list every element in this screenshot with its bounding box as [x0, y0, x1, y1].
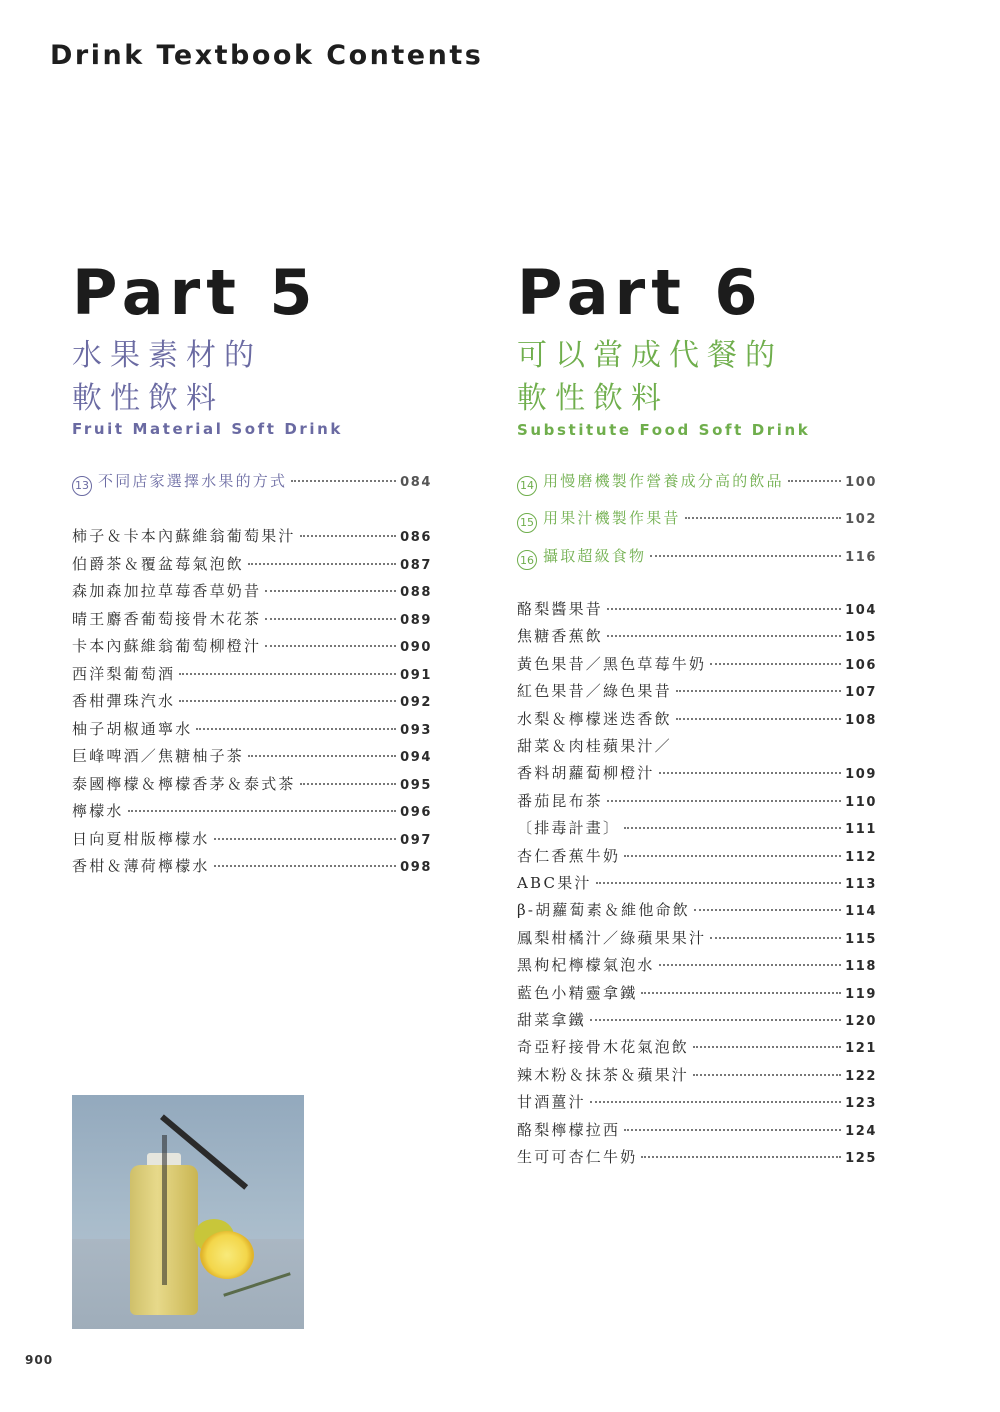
toc-page-number: 104: [845, 603, 877, 618]
toc-entry-row: [72, 745, 432, 772]
leader-dots: [590, 1019, 841, 1021]
toc-page-number: 113: [845, 877, 877, 892]
toc-page-number: 116: [845, 549, 877, 565]
section-number-badge: 14: [517, 476, 537, 496]
page-number: 006: [24, 1352, 53, 1366]
toc-entry-label: 酪梨醬果昔: [517, 600, 604, 618]
toc-entry-label: 黃色果昔／黑色草莓牛奶: [517, 654, 707, 673]
toc-entry-label: 甜菜拿鐵: [517, 1011, 586, 1029]
toc-page-number: 122: [845, 1068, 877, 1084]
toc-entry-row: [517, 1091, 877, 1118]
leader-dots: [659, 964, 841, 966]
toc-page-number: 119: [845, 986, 877, 1002]
toc-entry-label: 卡本內蘇維翁葡萄柳橙汁: [72, 637, 262, 655]
toc-entry-label: 泰國檸檬＆檸檬香茅＆泰式茶: [72, 774, 296, 793]
toc-entry-label: 巨峰啤酒／焦糖柚子茶: [72, 747, 245, 765]
toc-entry-label: 鳳梨柑橘汁／綠蘋果果汁: [517, 928, 707, 947]
toc-page-number: 098: [400, 860, 432, 875]
leader-dots: [300, 535, 396, 537]
leader-dots: [693, 1046, 841, 1048]
toc-page-number: 107: [845, 685, 877, 701]
leader-dots: [693, 1074, 841, 1076]
toc-page-number: 102: [845, 512, 877, 528]
part6-en-subtitle: Substitute Food Soft Drink: [517, 421, 811, 439]
toc-entry-label: 紅色果昔／綠色果昔: [517, 682, 672, 701]
part5-zh-title-line1: 水果素材的: [72, 338, 262, 373]
toc-entry-row: [517, 598, 877, 625]
toc-entry-row: [517, 1146, 877, 1173]
toc-page-number: 124: [845, 1123, 877, 1139]
toc-entry-label: 辣木粉＆抹茶＆蘋果汁: [517, 1065, 690, 1084]
leader-dots: [685, 517, 841, 519]
toc-page-number: 112: [845, 849, 877, 865]
leader-dots: [128, 810, 396, 812]
leader-dots: [624, 827, 841, 829]
toc-entry-row: [72, 800, 432, 827]
toc-entry-row: [72, 635, 432, 662]
toc-entry-label: 焦糖香蕉飲: [517, 627, 604, 646]
toc-entry-row: [72, 525, 432, 552]
part6-zh-title-line2: 軟性飲料: [517, 381, 669, 416]
leader-dots: [300, 783, 396, 785]
toc-entry-label: 用果汁機製作果昔: [543, 509, 681, 528]
toc-page-number: 097: [400, 832, 432, 848]
leader-dots: [196, 728, 396, 730]
toc-section-row: [517, 470, 877, 497]
part5-en-subtitle: Fruit Material Soft Drink: [72, 420, 343, 438]
toc-page-number: 084: [400, 475, 432, 490]
leader-dots: [607, 635, 841, 637]
toc-page-number: 125: [845, 1151, 877, 1166]
toc-section-row: [517, 507, 877, 534]
toc-page-number: 121: [845, 1041, 877, 1057]
leader-dots: [248, 755, 396, 757]
toc-entry-row: [517, 762, 877, 789]
toc-entry-label: 香柑＆薄荷檸檬水: [72, 857, 210, 875]
part5-zh-title-line2: 軟性飲料: [72, 381, 224, 416]
leader-dots: [710, 937, 841, 939]
drink-photo: [72, 1095, 304, 1329]
toc-entry-row: [72, 663, 432, 690]
toc-entry-row: [72, 718, 432, 745]
toc-entry-label: 攝取超級食物: [543, 546, 647, 565]
toc-entry-row: [517, 653, 877, 680]
toc-entry-label: 西洋梨葡萄酒: [72, 664, 176, 683]
toc-entry-row: [517, 1064, 877, 1091]
part6-title: Part 6: [517, 256, 764, 329]
toc-entry-label: 番茄昆布茶: [517, 791, 604, 810]
toc-entry-row: [72, 608, 432, 635]
toc-entry-label: 水梨＆檸檬迷迭香飲: [517, 709, 672, 728]
toc-entry-row: [72, 828, 432, 855]
leader-dots: [265, 590, 396, 592]
toc-page-number: 120: [845, 1014, 877, 1029]
section-number-badge: 16: [517, 550, 537, 570]
toc-entry-row: [517, 899, 877, 926]
toc-entry-row: [517, 872, 877, 899]
toc-entry-row: [517, 1009, 877, 1036]
toc-entry-label: 生可可杏仁牛奶: [517, 1148, 638, 1166]
leader-dots: [265, 645, 396, 647]
toc-page-number: 108: [845, 712, 877, 728]
toc-entry-label: ABC果汁: [517, 874, 592, 892]
toc-page-number: 106: [845, 657, 877, 673]
toc-page-number: 123: [845, 1096, 877, 1112]
toc-page-number: 086: [400, 530, 432, 545]
toc-entry-row: [72, 580, 432, 607]
leader-dots: [291, 480, 396, 482]
toc-page-number: 095: [400, 777, 432, 793]
toc-entry-row: [517, 625, 877, 652]
leader-dots: [788, 480, 841, 482]
section-number-badge: 13: [72, 476, 92, 496]
toc-entry-label: 杏仁香蕉牛奶: [517, 846, 621, 865]
toc-entry-row: [517, 817, 877, 844]
toc-page-number: 115: [845, 931, 877, 947]
toc-page-number: 100: [845, 475, 877, 490]
toc-page-number: 088: [400, 585, 432, 600]
toc-entry-row: [517, 927, 877, 954]
toc-page-number: 089: [400, 612, 432, 628]
toc-page-number: 092: [400, 695, 432, 710]
leader-dots: [676, 690, 841, 692]
leader-dots: [607, 608, 841, 610]
toc-entry-label: 香柑彈珠汽水: [72, 692, 176, 710]
toc-entry-row: [72, 773, 432, 800]
leader-dots: [694, 909, 841, 911]
leader-dots: [214, 838, 396, 840]
toc-entry-label: 晴王麝香葡萄接骨木花茶: [72, 609, 262, 628]
part6-zh-title-line1: 可以當成代餐的: [517, 338, 783, 373]
toc-entry-label: 柿子＆卡本內蘇維翁葡萄果汁: [72, 527, 296, 545]
toc-entry-row: [517, 1036, 877, 1063]
leader-dots: [607, 800, 841, 802]
toc-page-number: 087: [400, 557, 432, 573]
leader-dots: [596, 882, 841, 884]
toc-entry-row: [517, 1119, 877, 1146]
toc-entry-row: [517, 954, 877, 981]
toc-entry-label: 日向夏柑版檸檬水: [72, 829, 210, 848]
toc-page-number: 109: [845, 767, 877, 783]
header-title: Drink Textbook Contents: [50, 40, 484, 71]
leader-dots: [710, 663, 841, 665]
leader-dots: [676, 718, 841, 720]
toc-entry-label: β-胡蘿蔔素＆維他命飲: [517, 901, 690, 920]
toc-entry-label: 森加森加拉草莓香草奶昔: [72, 582, 262, 600]
toc-entry-label: 黑枸杞檸檬氣泡水: [517, 956, 655, 975]
leader-dots: [265, 618, 396, 620]
leader-dots: [641, 1156, 841, 1158]
toc-entry-row: [72, 553, 432, 580]
toc-page-number: 118: [845, 959, 877, 975]
toc-entry-label: 甜菜＆肉桂蘋果汁／: [517, 737, 672, 755]
leader-dots: [650, 555, 841, 557]
leader-dots: [624, 855, 841, 857]
toc-page-number: 091: [400, 667, 432, 683]
leader-dots: [179, 700, 396, 702]
toc-entry-row: [72, 690, 432, 717]
toc-page-number: 090: [400, 640, 432, 655]
toc-page-number: 114: [845, 904, 877, 920]
leader-dots: [624, 1129, 841, 1131]
toc-entry-label: 奇亞籽接骨木花氣泡飲: [517, 1038, 690, 1057]
toc-page-number: 094: [400, 750, 432, 765]
toc-entry-row: [517, 735, 877, 762]
toc-section-row: [72, 470, 432, 497]
toc-entry-label: 〔排毒計畫〕: [517, 819, 621, 838]
toc-entry-row: [72, 855, 432, 882]
section-number-badge: 15: [517, 513, 537, 533]
toc-entry-label: 柚子胡椒通寧水: [72, 719, 193, 738]
part5-title: Part 5: [72, 256, 319, 329]
toc-entry-label: 用慢磨機製作營養成分高的飲品: [543, 472, 784, 490]
toc-page-number: 093: [400, 722, 432, 738]
leader-dots: [590, 1101, 841, 1103]
toc-entry-label: 不同店家選擇水果的方式: [98, 472, 288, 490]
toc-entry-label: 香料胡蘿蔔柳橙汁: [517, 764, 655, 783]
toc-entry-row: [517, 708, 877, 735]
toc-section-row: [517, 545, 877, 572]
leader-dots: [641, 992, 841, 994]
toc-page-number: 111: [845, 822, 877, 838]
toc-entry-label: 甘酒薑汁: [517, 1093, 586, 1112]
toc-entry-row: [517, 982, 877, 1009]
toc-page-number: 105: [845, 630, 877, 646]
toc-entry-label: 酪梨檸檬拉西: [517, 1120, 621, 1139]
toc-entry-row: [517, 680, 877, 707]
toc-entry-label: 檸檬水: [72, 802, 124, 820]
leader-dots: [179, 673, 396, 675]
leader-dots: [214, 865, 396, 867]
leader-dots: [659, 772, 841, 774]
toc-page-number: 096: [400, 805, 432, 820]
toc-entry-label: 伯爵茶＆覆盆莓氣泡飲: [72, 554, 245, 573]
toc-entry-row: [517, 845, 877, 872]
toc-entry-row: [517, 790, 877, 817]
toc-page-number: 110: [845, 794, 877, 810]
toc-entry-label: 藍色小精靈拿鐵: [517, 983, 638, 1002]
leader-dots: [248, 563, 396, 565]
